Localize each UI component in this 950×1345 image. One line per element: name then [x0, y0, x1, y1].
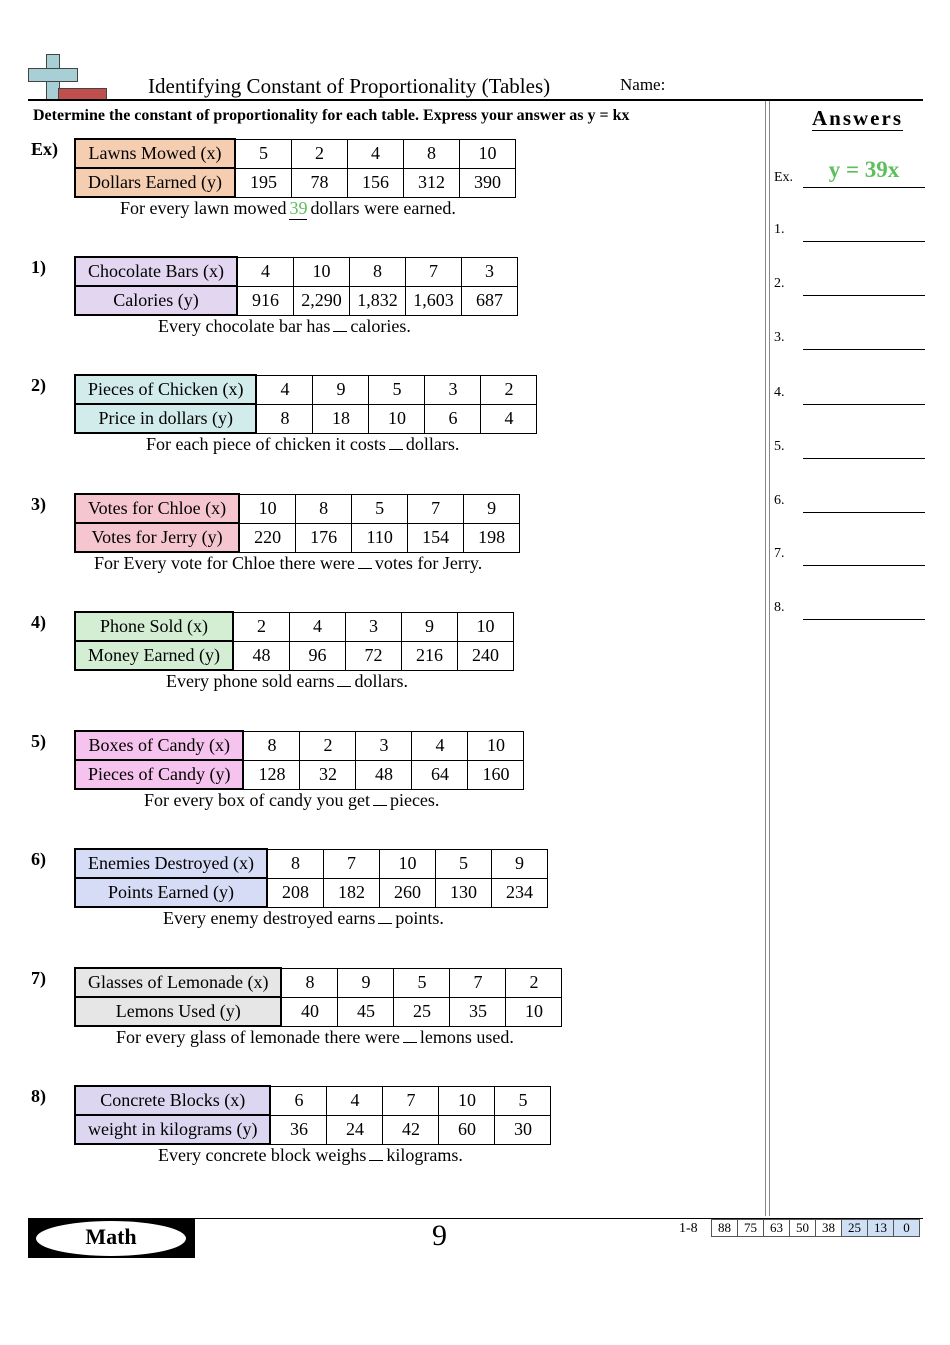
proportion-table — [74, 611, 514, 671]
answer-blank[interactable] — [337, 672, 351, 687]
y-row — [75, 641, 513, 670]
x-value-cell: 10 — [459, 139, 515, 168]
score-cell: 63 — [764, 1220, 790, 1237]
sentence-end: pieces. — [389, 790, 440, 810]
y-value-cell: 42 — [383, 1115, 439, 1144]
x-row — [75, 1086, 551, 1115]
y-value-cell: 198 — [464, 523, 520, 552]
y-value-cell: 260 — [379, 878, 435, 907]
x-value-cell: 7 — [323, 849, 379, 878]
y-value-cell: 32 — [300, 760, 356, 789]
y-header: Votes for Jerry (y) — [75, 523, 239, 552]
y-value-cell: 128 — [243, 760, 300, 789]
y-value-cell: 110 — [352, 523, 408, 552]
x-header: Phone Sold (x) — [75, 612, 233, 641]
y-row — [75, 523, 520, 552]
x-value-cell: 5 — [369, 375, 425, 404]
y-value-cell: 40 — [281, 997, 338, 1026]
worksheet-title: Identifying Constant of Proportionality (Tables) — [148, 74, 551, 98]
y-value-cell: 48 — [233, 641, 290, 670]
answer-label: 3. — [774, 330, 785, 345]
y-value-cell: 36 — [270, 1115, 327, 1144]
sentence-start: For every lawn mowed — [120, 198, 287, 218]
x-value-cell: 9 — [491, 849, 547, 878]
y-value-cell: 220 — [239, 523, 296, 552]
answer-label: 6. — [774, 493, 785, 508]
y-row — [75, 1115, 551, 1144]
y-value-cell: 6 — [425, 404, 481, 433]
x-value-cell: 9 — [401, 612, 457, 641]
sentence-start: For each piece of chicken it costs — [146, 434, 386, 454]
x-value-cell: 5 — [352, 494, 408, 523]
x-header: Lawns Mowed (x) — [75, 139, 235, 168]
answer-input-line[interactable] — [803, 404, 925, 405]
proportion-table — [74, 256, 518, 316]
sentence-start: For every glass of lemonade there were — [116, 1027, 400, 1047]
y-value-cell: 78 — [291, 168, 347, 197]
y-value-cell: 390 — [459, 168, 515, 197]
x-value-cell: 4 — [327, 1086, 383, 1115]
y-row — [75, 760, 524, 789]
score-cell: 50 — [790, 1220, 816, 1237]
proportion-table — [74, 730, 524, 790]
x-value-cell: 5 — [235, 139, 292, 168]
logo-cross-horizontal — [28, 68, 78, 82]
proportion-table — [74, 374, 537, 434]
y-value-cell: 195 — [235, 168, 292, 197]
y-value-cell: 72 — [345, 641, 401, 670]
problem-label: 7) — [31, 968, 46, 988]
answer-blank[interactable] — [373, 791, 387, 806]
proportion-table — [74, 493, 520, 553]
x-value-cell: 7 — [383, 1086, 439, 1115]
y-header: weight in kilograms (y) — [75, 1115, 270, 1144]
x-value-cell: 4 — [237, 257, 294, 286]
sentence-end: dollars. — [354, 671, 408, 691]
page-number: 9 — [432, 1219, 447, 1252]
y-row — [75, 997, 562, 1026]
answer-blank[interactable] — [369, 1146, 383, 1161]
x-value-cell: 10 — [439, 1086, 495, 1115]
score-cell: 0 — [894, 1220, 920, 1237]
x-value-cell: 8 — [349, 257, 405, 286]
problem-label: Ex) — [31, 139, 58, 159]
x-value-cell: 8 — [281, 968, 338, 997]
y-value-cell: 160 — [468, 760, 524, 789]
x-value-cell: 7 — [450, 968, 506, 997]
x-value-cell: 8 — [267, 849, 324, 878]
y-value-cell: 4 — [481, 404, 537, 433]
x-value-cell: 3 — [425, 375, 481, 404]
answer-line — [803, 187, 925, 188]
answer-input-line[interactable] — [803, 349, 925, 350]
x-value-cell: 4 — [412, 731, 468, 760]
y-value-cell: 45 — [338, 997, 394, 1026]
x-value-cell: 10 — [457, 612, 513, 641]
x-value-cell: 2 — [233, 612, 290, 641]
x-value-cell: 2 — [481, 375, 537, 404]
answer-input-line[interactable] — [803, 512, 925, 513]
proportion-table — [74, 848, 548, 908]
answer-blank[interactable] — [403, 1028, 417, 1043]
y-value-cell: 48 — [356, 760, 412, 789]
x-header: Concrete Blocks (x) — [75, 1086, 270, 1115]
answer-blank[interactable] — [378, 909, 392, 924]
x-value-cell: 2 — [300, 731, 356, 760]
y-value-cell: 35 — [450, 997, 506, 1026]
problem-label: 8) — [31, 1086, 46, 1106]
y-value-cell: 8 — [256, 404, 313, 433]
problem-label: 4) — [31, 612, 46, 632]
x-row — [75, 968, 562, 997]
answers-title: Answers — [812, 106, 903, 130]
x-value-cell: 3 — [356, 731, 412, 760]
problem-label: 1) — [31, 257, 46, 277]
y-value-cell: 18 — [313, 404, 369, 433]
sentence-end: lemons used. — [419, 1027, 514, 1047]
y-value-cell: 216 — [401, 641, 457, 670]
answer-label: 1. — [774, 222, 785, 237]
sentence-start: Every phone sold earns — [166, 671, 335, 691]
y-value-cell: 30 — [495, 1115, 551, 1144]
answer-input-line[interactable] — [803, 241, 925, 242]
x-row — [75, 731, 524, 760]
y-value-cell: 687 — [461, 286, 517, 315]
x-value-cell: 3 — [345, 612, 401, 641]
sentence-start: For every box of candy you get — [144, 790, 370, 810]
x-header: Pieces of Chicken (x) — [75, 375, 256, 404]
x-value-cell: 5 — [435, 849, 491, 878]
y-header: Lemons Used (y) — [75, 997, 281, 1026]
x-value-cell: 10 — [379, 849, 435, 878]
y-value-cell: 130 — [435, 878, 491, 907]
problem-label: 2) — [31, 375, 46, 395]
score-table — [711, 1219, 920, 1237]
problem-label: 5) — [31, 731, 46, 751]
x-row — [75, 612, 513, 641]
x-value-cell: 6 — [270, 1086, 327, 1115]
answer-sentence — [94, 553, 482, 574]
x-value-cell: 7 — [405, 257, 461, 286]
x-row — [75, 257, 517, 286]
x-value-cell: 10 — [468, 731, 524, 760]
x-header: Chocolate Bars (x) — [75, 257, 237, 286]
y-header: Money Earned (y) — [75, 641, 233, 670]
x-value-cell: 9 — [464, 494, 520, 523]
y-value-cell: 916 — [237, 286, 294, 315]
sentence-end: dollars were earned. — [310, 198, 456, 218]
x-header: Boxes of Candy (x) — [75, 731, 243, 760]
x-header: Enemies Destroyed (x) — [75, 849, 267, 878]
sentence-end: dollars. — [405, 434, 460, 454]
score-range-label: 1-8 — [679, 1221, 698, 1236]
x-row — [75, 849, 547, 878]
x-header: Votes for Chloe (x) — [75, 494, 239, 523]
y-row — [75, 168, 515, 197]
x-row — [75, 139, 515, 168]
answer-input-line[interactable] — [803, 458, 925, 459]
x-value-cell: 2 — [506, 968, 562, 997]
y-header: Price in dollars (y) — [75, 404, 256, 433]
y-value-cell: 96 — [289, 641, 345, 670]
sentence-start: For Every vote for Chloe there were — [94, 553, 355, 573]
instructions: Determine the constant of proportionality for each table. Express your answer as y = kx — [33, 107, 630, 124]
answer-label: 8. — [774, 600, 785, 615]
sentence-end: calories. — [350, 316, 411, 336]
answer-label: 5. — [774, 439, 785, 454]
answer-sentence — [158, 316, 411, 337]
x-value-cell: 10 — [239, 494, 296, 523]
answer-sentence — [120, 198, 456, 220]
x-row — [75, 494, 520, 523]
y-value-cell: 1,832 — [349, 286, 405, 315]
answer-sentence — [116, 1027, 514, 1048]
problem-label: 3) — [31, 494, 46, 514]
score-cell: 88 — [712, 1220, 738, 1237]
x-value-cell: 8 — [243, 731, 300, 760]
x-value-cell: 5 — [495, 1086, 551, 1115]
y-value-cell: 312 — [403, 168, 459, 197]
y-value-cell: 24 — [327, 1115, 383, 1144]
y-value-cell: 208 — [267, 878, 324, 907]
answer-divider — [765, 101, 766, 1216]
x-value-cell: 10 — [293, 257, 349, 286]
x-value-cell: 7 — [408, 494, 464, 523]
y-header: Pieces of Candy (y) — [75, 760, 243, 789]
x-value-cell: 3 — [461, 257, 517, 286]
answer-blank[interactable] — [389, 435, 403, 450]
header-rule — [28, 99, 923, 101]
x-value-cell: 9 — [313, 375, 369, 404]
answer-sentence — [146, 434, 459, 455]
y-value-cell: 60 — [439, 1115, 495, 1144]
answer-blank: 39 — [289, 198, 308, 218]
example-answer: y = 39x — [828, 157, 900, 182]
y-header: Dollars Earned (y) — [75, 168, 235, 197]
x-value-cell: 2 — [291, 139, 347, 168]
proportion-table — [74, 1085, 551, 1145]
x-value-cell: 4 — [347, 139, 403, 168]
answer-input-line[interactable] — [803, 295, 925, 296]
y-value-cell: 234 — [491, 878, 547, 907]
score-cell: 38 — [816, 1220, 842, 1237]
y-value-cell: 154 — [408, 523, 464, 552]
answer-label: 2. — [774, 276, 785, 291]
x-value-cell: 8 — [403, 139, 459, 168]
subject-label: Math — [85, 1224, 137, 1249]
answer-label: 7. — [774, 546, 785, 561]
x-value-cell: 5 — [394, 968, 450, 997]
problem-label: 6) — [31, 849, 46, 869]
x-row — [75, 375, 537, 404]
proportion-table — [74, 967, 562, 1027]
x-value-cell: 4 — [256, 375, 313, 404]
y-row — [75, 878, 547, 907]
x-value-cell: 8 — [296, 494, 352, 523]
sentence-end: votes for Jerry. — [374, 553, 483, 573]
answer-blank[interactable] — [358, 554, 372, 569]
answer-sentence — [158, 1145, 463, 1166]
answer-input-line[interactable] — [803, 565, 925, 566]
sentence-start: Every concrete block weighs — [158, 1145, 367, 1165]
answer-sentence — [144, 790, 439, 811]
name-label: Name: — [620, 75, 666, 94]
y-value-cell: 25 — [394, 997, 450, 1026]
y-value-cell: 64 — [412, 760, 468, 789]
answer-label-example: Ex. — [774, 170, 794, 185]
sentence-end: points. — [395, 908, 444, 928]
y-value-cell: 10 — [506, 997, 562, 1026]
x-header: Glasses of Lemonade (x) — [75, 968, 281, 997]
answer-divider — [769, 101, 770, 1216]
answer-input-line[interactable] — [803, 619, 925, 620]
y-value-cell: 10 — [369, 404, 425, 433]
y-header: Points Earned (y) — [75, 878, 267, 907]
answer-sentence — [163, 908, 444, 929]
sentence-start: Every enemy destroyed earns — [163, 908, 376, 928]
y-value-cell: 240 — [457, 641, 513, 670]
y-value-cell: 1,603 — [405, 286, 461, 315]
sentence-end: kilograms. — [386, 1145, 463, 1165]
score-cell: 25 — [842, 1220, 868, 1237]
y-row — [75, 404, 537, 433]
proportion-table — [74, 138, 516, 198]
y-value-cell: 156 — [347, 168, 403, 197]
y-value-cell: 182 — [323, 878, 379, 907]
x-value-cell: 4 — [289, 612, 345, 641]
x-value-cell: 9 — [338, 968, 394, 997]
score-cell: 13 — [868, 1220, 894, 1237]
y-value-cell: 2,290 — [293, 286, 349, 315]
answer-label: 4. — [774, 385, 785, 400]
answer-sentence — [166, 671, 408, 692]
sentence-start: Every chocolate bar has — [158, 316, 331, 336]
y-header: Calories (y) — [75, 286, 237, 315]
y-value-cell: 176 — [296, 523, 352, 552]
answer-blank[interactable] — [333, 317, 347, 332]
score-cell: 75 — [738, 1220, 764, 1237]
y-row — [75, 286, 517, 315]
